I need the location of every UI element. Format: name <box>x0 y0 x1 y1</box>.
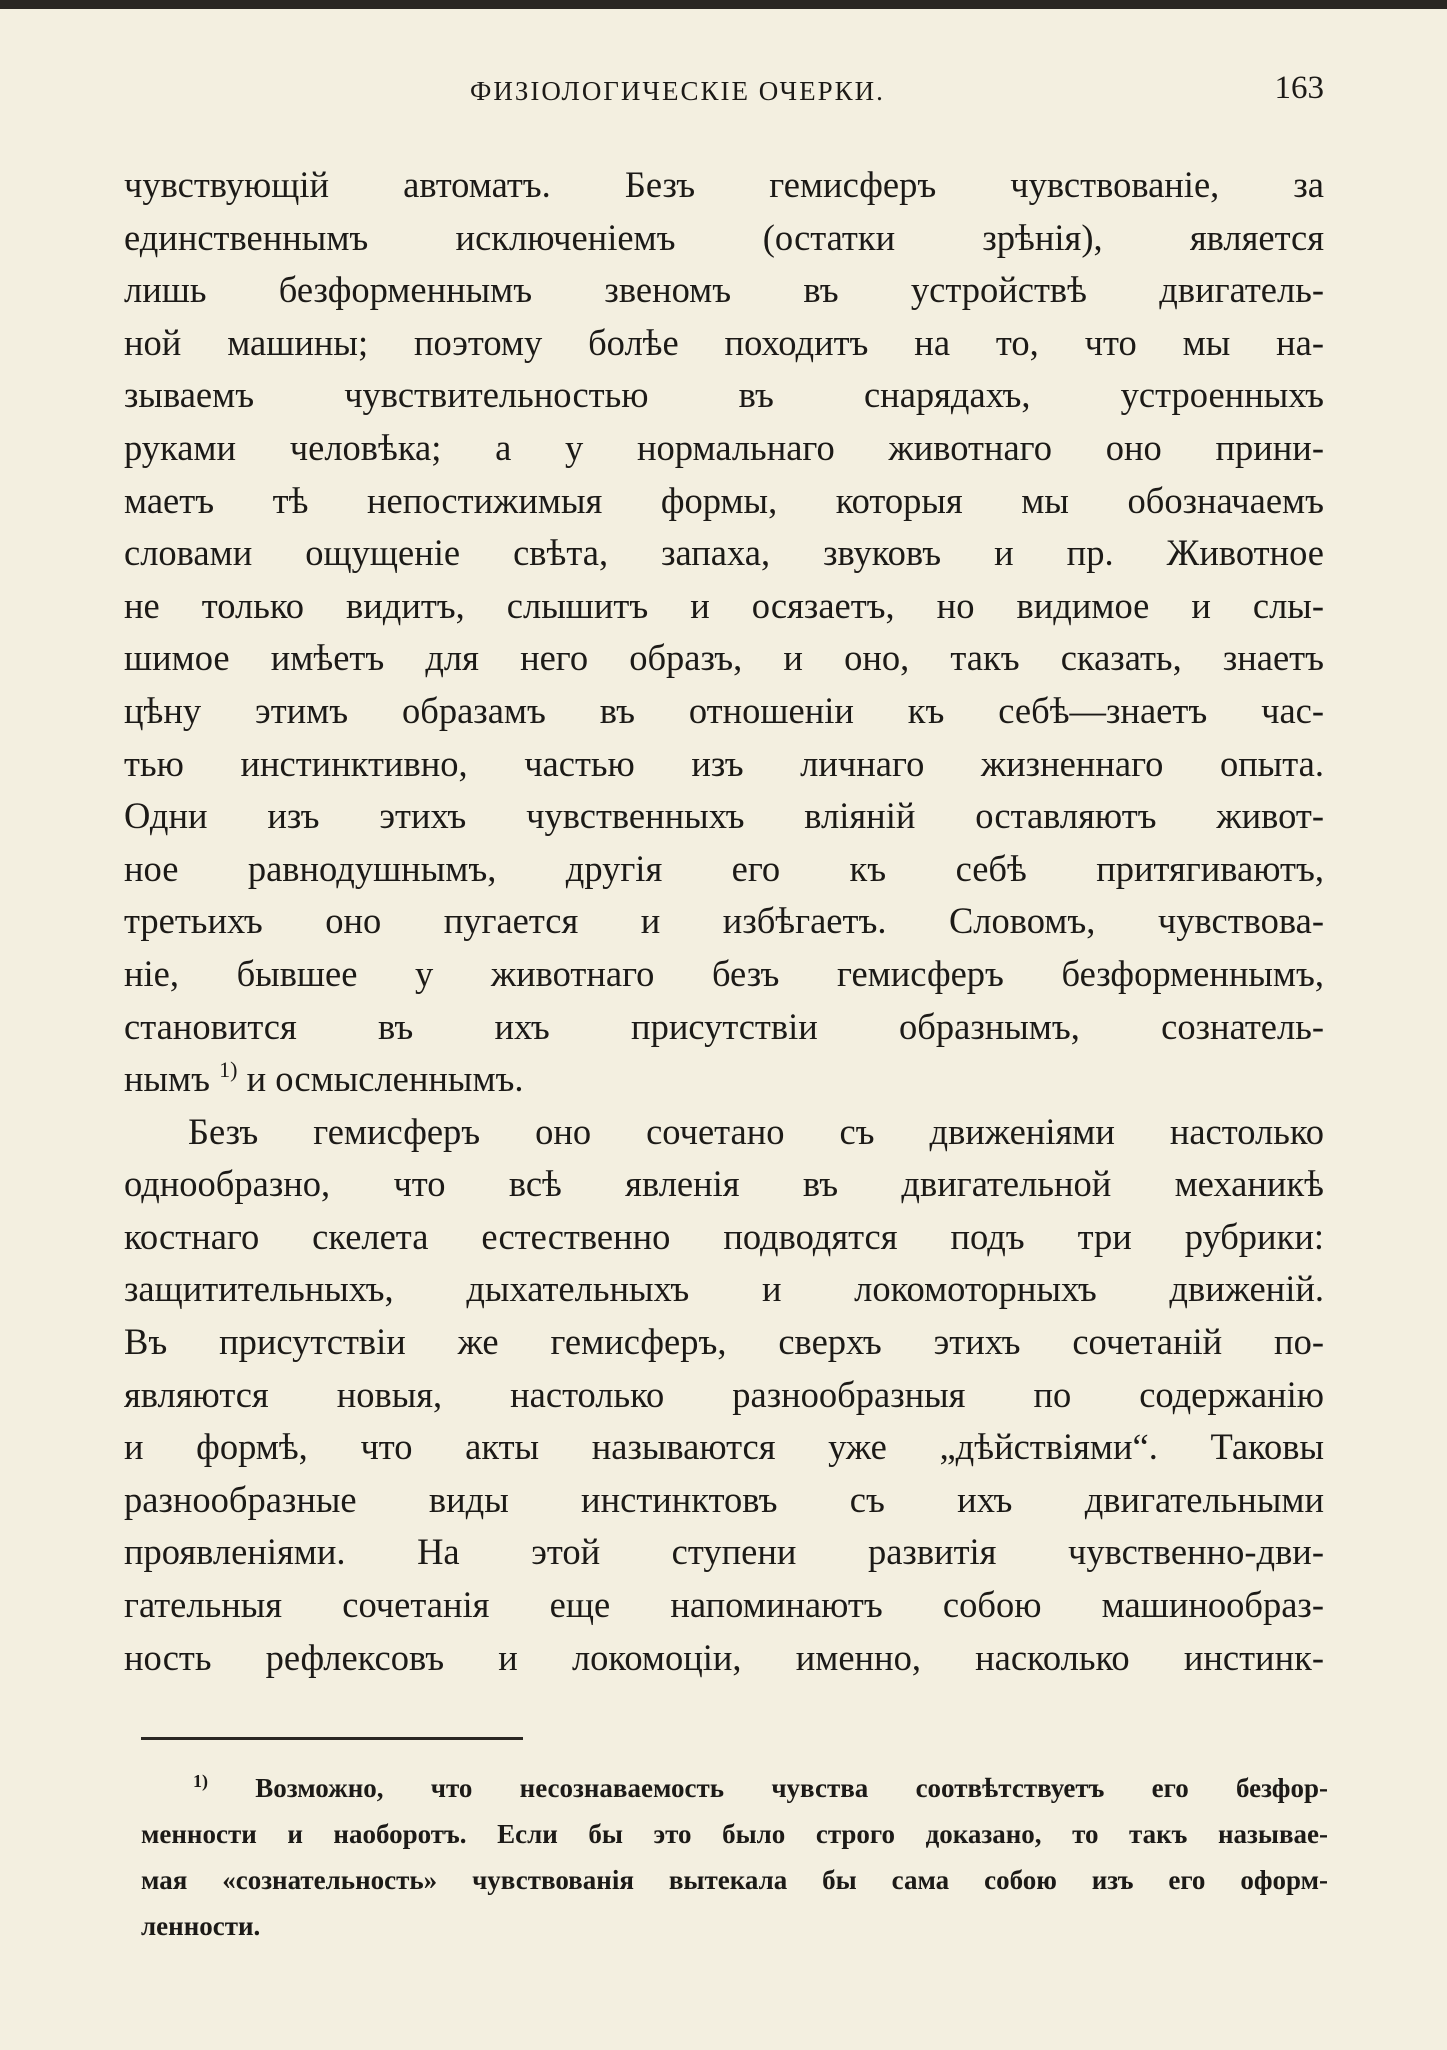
text-line: тью инстинктивно, частью изъ личнаго жизненнаго опыта. <box>124 742 1324 784</box>
text-line: словами ощущеніе свѣта, запаха, звуковъ и пр. Животное <box>124 532 1324 574</box>
text-line: защитительныхъ, дыхательныхъ и локомоторныхъ движеній. <box>124 1268 1324 1310</box>
text-line: костнаго скелета естественно подводятся подъ три рубрики: <box>124 1215 1324 1257</box>
text-line: руками человѣка; а у нормальнаго животнаго оно прини- <box>124 426 1324 468</box>
text-line: и формѣ, что акты называются уже „дѣйствіями“. Таковы <box>124 1426 1324 1468</box>
text-line: не только видитъ, слышитъ и осязаетъ, но видимое и слы- <box>124 584 1324 626</box>
text-line: разнообразные виды инстинктовъ съ ихъ двигательными <box>124 1478 1324 1520</box>
footnote-marker: 1) <box>193 1771 208 1791</box>
text-line: цѣну этимъ образамъ въ отношеніи къ себѣ—знаетъ час- <box>124 689 1324 731</box>
footnote-reference[interactable]: 1) <box>219 1057 238 1083</box>
text-line: лишь безформеннымъ звеномъ въ устройствѣ двигатель- <box>124 269 1324 311</box>
running-title: ФИЗIОЛОГИЧЕСКIЕ ОЧЕРКИ. <box>470 76 885 106</box>
text-line: маетъ тѣ непостижимыя формы, которыя мы обозначаемъ <box>124 479 1324 521</box>
paragraph-first-line: Безъ гемисферъ оно сочетано съ движеніями настолько <box>188 1110 1324 1152</box>
text-fragment: Возможно, что несознаваемость чувства соотвѣтствуетъ его безфор- <box>208 1773 1328 1803</box>
top-border <box>0 0 1447 9</box>
text-fragment: нымъ <box>124 1058 211 1100</box>
text-line: гательныя сочетанія еще напоминаютъ собою машинообраз- <box>124 1584 1324 1626</box>
text-line: ніе, бывшее у животнаго безъ гемисферъ безформеннымъ, <box>124 952 1324 994</box>
text-line: чувствующій автоматъ. Безъ гемисферъ чувствованіе, за <box>124 164 1324 205</box>
body-text <box>124 159 1324 1684</box>
text-line: Въ присутствіи же гемисферъ, сверхъ этихъ сочетаній по- <box>124 1321 1324 1363</box>
text-line: становится въ ихъ присутствіи образнымъ, сознатель- <box>124 1005 1324 1047</box>
footnote-line <box>141 1765 1328 1811</box>
text-line: зываемъ чувствительностью въ снарядахъ, устроенныхъ <box>124 374 1324 416</box>
text-line: ность рефлексовъ и локомоціи, именно, насколько инстинк- <box>124 1636 1324 1678</box>
footnote-line: ленности. <box>141 1911 261 1941</box>
text-line: являются новыя, настолько разнообразныя по содержанію <box>124 1373 1324 1415</box>
footnote-line: менности и наоборотъ. Если бы это было строго доказано, то такъ называе- <box>141 1819 1328 1849</box>
text-line: проявленіями. На этой ступени развитія чувственно-дви- <box>124 1531 1324 1573</box>
text-line: ное равнодушнымъ, другія его къ себѣ притягиваютъ, <box>124 847 1324 889</box>
text-line: однообразно, что всѣ явленія въ двигательной механикѣ <box>124 1163 1324 1205</box>
text-line: шимое имѣетъ для него образъ, и оно, такъ сказать, знаетъ <box>124 637 1324 679</box>
text-line: ной машины; поэтому болѣе походитъ на то, что мы на- <box>124 321 1324 363</box>
text-line: Одни изъ этихъ чувственныхъ вліяній оставляютъ живот- <box>124 795 1324 837</box>
text-line-with-footnote-ref <box>124 1053 1324 1106</box>
text-line: третьихъ оно пугается и избѣгаетъ. Словомъ, чувствова- <box>124 900 1324 942</box>
page-number: 163 <box>1274 70 1324 106</box>
footnote-line: мая «сознательность» чувствованія вытекала бы сама собою изъ его оформ- <box>141 1865 1328 1895</box>
text-line: единственнымъ исключеніемъ (остатки зрѣнія), является <box>124 216 1324 258</box>
footnote-divider <box>141 1737 523 1740</box>
running-head <box>0 70 1447 116</box>
text-fragment: и осмысленнымъ. <box>237 1058 524 1100</box>
footnote <box>141 1765 1328 1949</box>
